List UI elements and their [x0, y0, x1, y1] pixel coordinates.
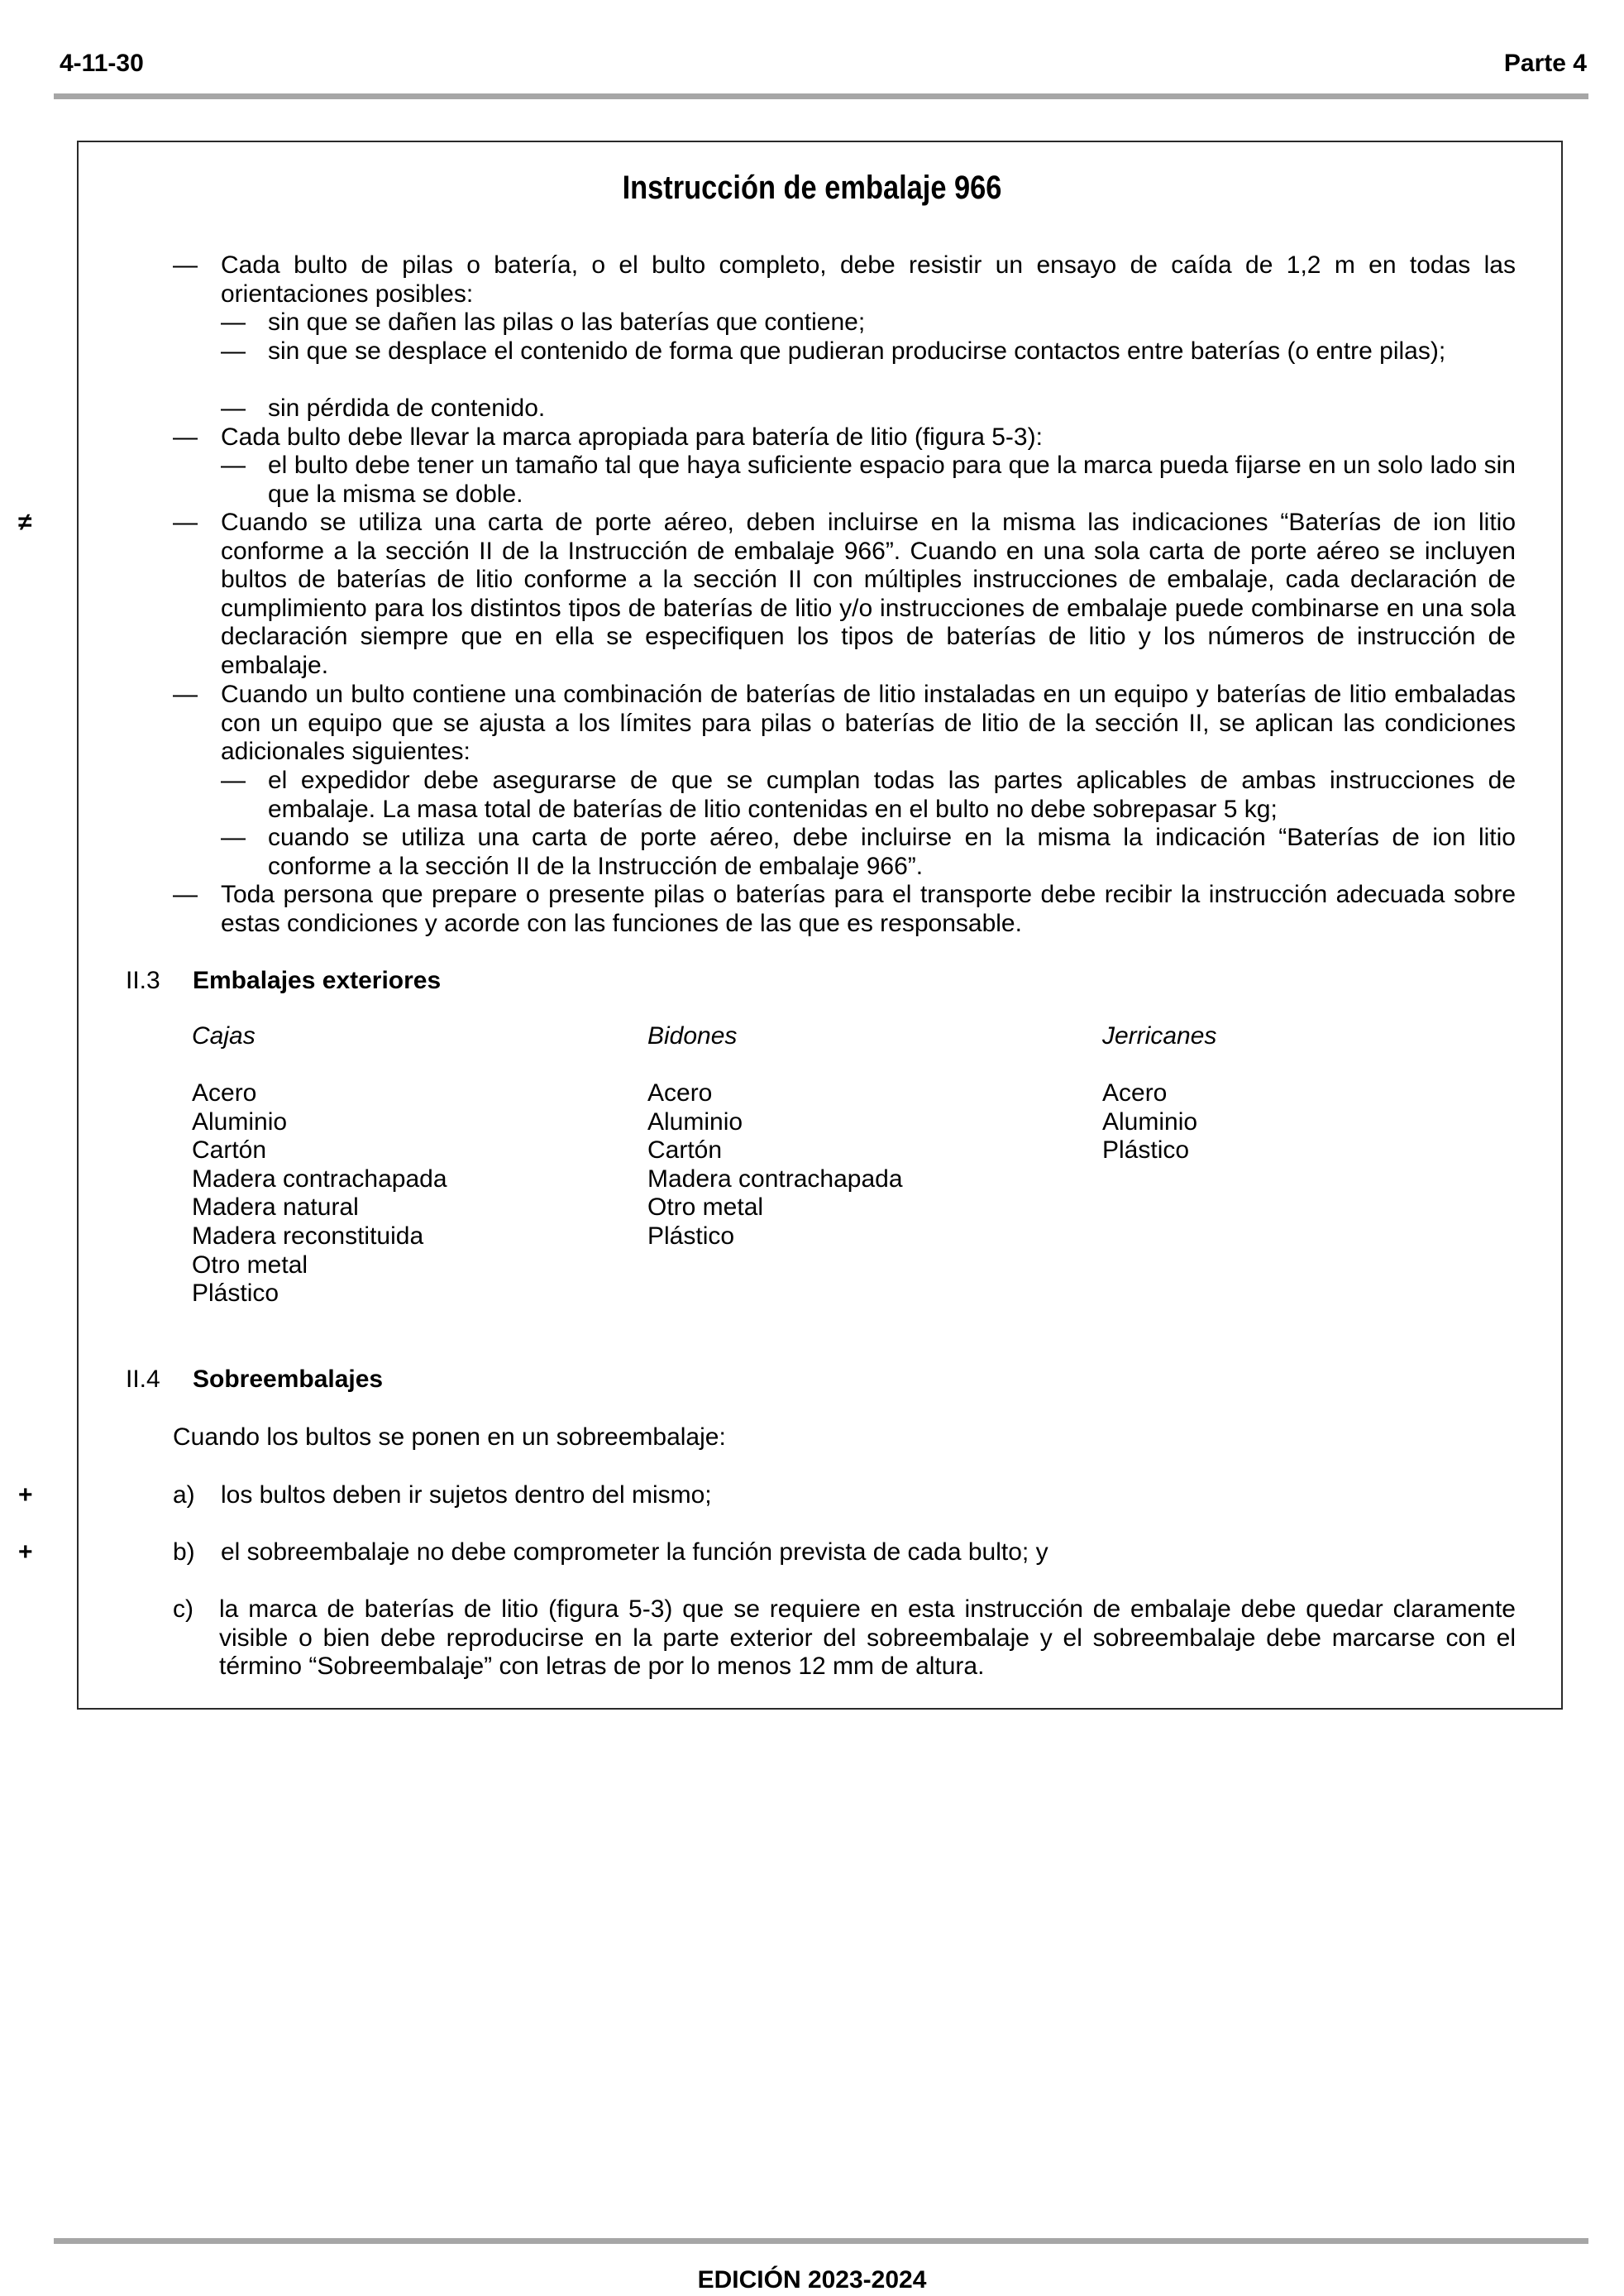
- sub-bullet-dash: —: [221, 767, 246, 794]
- sub-bullet-dash: —: [221, 309, 246, 336]
- footer-rule: [54, 2238, 1588, 2244]
- bullet-dash: —: [173, 423, 198, 451]
- list-item: Plástico: [1102, 1136, 1190, 1165]
- overpack-item-a: los bultos deben ir sujetos dentro del mismo;: [221, 1481, 712, 1509]
- section-title-overpacks: Sobreembalajes: [193, 1366, 384, 1393]
- sub-bullet-dash: —: [221, 395, 246, 422]
- section-title-outer-packaging: Embalajes exteriores: [193, 967, 442, 994]
- bullet-lithium-mark: Cada bulto debe llevar la marca apropiada para batería de litio (figura 5-3):: [221, 423, 1043, 451]
- edition-footer: EDICIÓN 2023-2024: [697, 2266, 927, 2294]
- sub-bullet-no-loss: sin pérdida de contenido.: [268, 395, 546, 422]
- list-item: Cartón: [647, 1136, 723, 1165]
- list-item: Otro metal: [192, 1251, 308, 1279]
- list-item: Madera contrachapada: [647, 1165, 903, 1193]
- sub-bullet-shipper: el expedidor debe asegurarse de que se cumplan todas las partes aplicables de ambas instrucciones de embalaje. La masa total de baterías de litio contenidas en el bulto no debe sobrepasar 5 kg;: [268, 767, 1516, 823]
- overpack-item-c: la marca de baterías de litio (figura 5-3) que se requiere en esta instrucción de embalaje debe quedar claramente visible o bien debe reproducirse en la parte exterior del sobreembalaje y el sobreembalaje debe marcarse con el término “Sobreembalaje” con letras de por lo menos 12 mm de altura.: [219, 1595, 1516, 1681]
- item-label: a): [173, 1481, 195, 1509]
- column-heading-boxes: Cajas: [192, 1022, 256, 1050]
- sub-bullet-no-shift: sin que se desplace el contenido de forma que pudieran producirse contactos entre baterías (o entre pilas);: [268, 337, 1446, 365]
- list-item: Acero: [192, 1079, 257, 1107]
- sub-bullet-package-size: el bulto debe tener un tamaño tal que haya suficiente espacio para que la marca pueda fijarse en un solo lado sin que la misma se doble.: [268, 452, 1516, 508]
- overpack-item-b: el sobreembalaje no debe comprometer la función prevista de cada bulto; y: [221, 1538, 1048, 1566]
- bullet-air-waybill: Cuando se utiliza una carta de porte aéreo, deben incluirse en la misma las indicaciones “Baterías de ion litio conforme a la sección II de la Instrucción de embalaje 966”. Cuando en una sola carta de porte aéreo se incluyen bultos de baterías de litio conforme a la sección II con múltiples instrucciones de embalaje, cada declaración de cumplimiento para los distintos tipos de baterías de litio y/o instrucciones de embalaje puede combinarse en una sola declaración siempre que en ella se especifiquen los tipos de baterías de litio y los números de instrucción de embalaje.: [221, 509, 1516, 679]
- bullet-dash: —: [173, 881, 198, 908]
- sub-bullet-no-damage: sin que se dañen las pilas o las baterías que contiene;: [268, 309, 866, 336]
- bullet-combination: Cuando un bulto contiene una combinación de baterías de litio instaladas en un equipo y baterías de litio embaladas con un equipo que se ajusta a los límites para pilas o baterías de litio de la sección II, se aplican las condiciones adicionales siguientes:: [221, 681, 1516, 766]
- list-item: Madera natural: [192, 1193, 359, 1222]
- section-number: II.3: [126, 967, 160, 994]
- list-item: Otro metal: [647, 1193, 764, 1222]
- list-item: Aluminio: [1102, 1107, 1198, 1136]
- list-item: Aluminio: [192, 1107, 288, 1136]
- sub-bullet-dash: —: [221, 337, 246, 365]
- bullet-dash: —: [173, 509, 198, 536]
- list-item: Acero: [647, 1079, 713, 1107]
- change-mark-plus: +: [18, 1538, 33, 1566]
- change-mark-plus: +: [18, 1481, 33, 1509]
- page-number: 4-11-30: [60, 50, 144, 77]
- item-label: c): [173, 1595, 193, 1623]
- sub-bullet-dash: —: [221, 452, 246, 479]
- bullet-training: Toda persona que prepare o presente pilas o baterías para el transporte debe recibir la instrucción adecuada sobre estas condiciones y acorde con las funciones de las que es responsable.: [221, 881, 1516, 937]
- header-rule: [54, 93, 1588, 99]
- sub-bullet-waybill-indication: cuando se utiliza una carta de porte aéreo, debe incluirse en la misma la indicación “Baterías de ion litio conforme a la sección II de la Instrucción de embalaje 966”.: [268, 824, 1516, 880]
- boxes-materials-list: [192, 1079, 447, 1308]
- column-heading-jerricans: Jerricanes: [1102, 1022, 1217, 1050]
- bullet-dash: —: [173, 251, 198, 279]
- section-number: II.4: [126, 1366, 160, 1393]
- list-item: Acero: [1102, 1079, 1168, 1107]
- list-item: Madera reconstituida: [192, 1222, 424, 1250]
- page-title: Instrucción de embalaje 966: [622, 170, 1002, 206]
- part-label: Parte 4: [1503, 50, 1587, 77]
- sub-bullet-dash: —: [221, 824, 246, 851]
- change-mark-neq: ≠: [18, 509, 32, 536]
- column-heading-drums: Bidones: [647, 1022, 738, 1050]
- bullet-drop-test: Cada bulto de pilas o batería, o el bulto completo, debe resistir un ensayo de caída de 1,2 m en todas las orientaciones posibles:: [221, 251, 1516, 308]
- list-item: Aluminio: [647, 1107, 743, 1136]
- list-item: Cartón: [192, 1136, 267, 1165]
- jerricans-materials-list: [1102, 1079, 1197, 1165]
- drums-materials-list: [647, 1079, 903, 1251]
- list-item: Madera contrachapada: [192, 1165, 447, 1193]
- list-item: Plástico: [647, 1222, 735, 1250]
- overpack-intro: Cuando los bultos se ponen en un sobreembalaje:: [173, 1423, 726, 1451]
- bullet-dash: —: [173, 681, 198, 708]
- list-item: Plástico: [192, 1280, 279, 1308]
- item-label: b): [173, 1538, 195, 1566]
